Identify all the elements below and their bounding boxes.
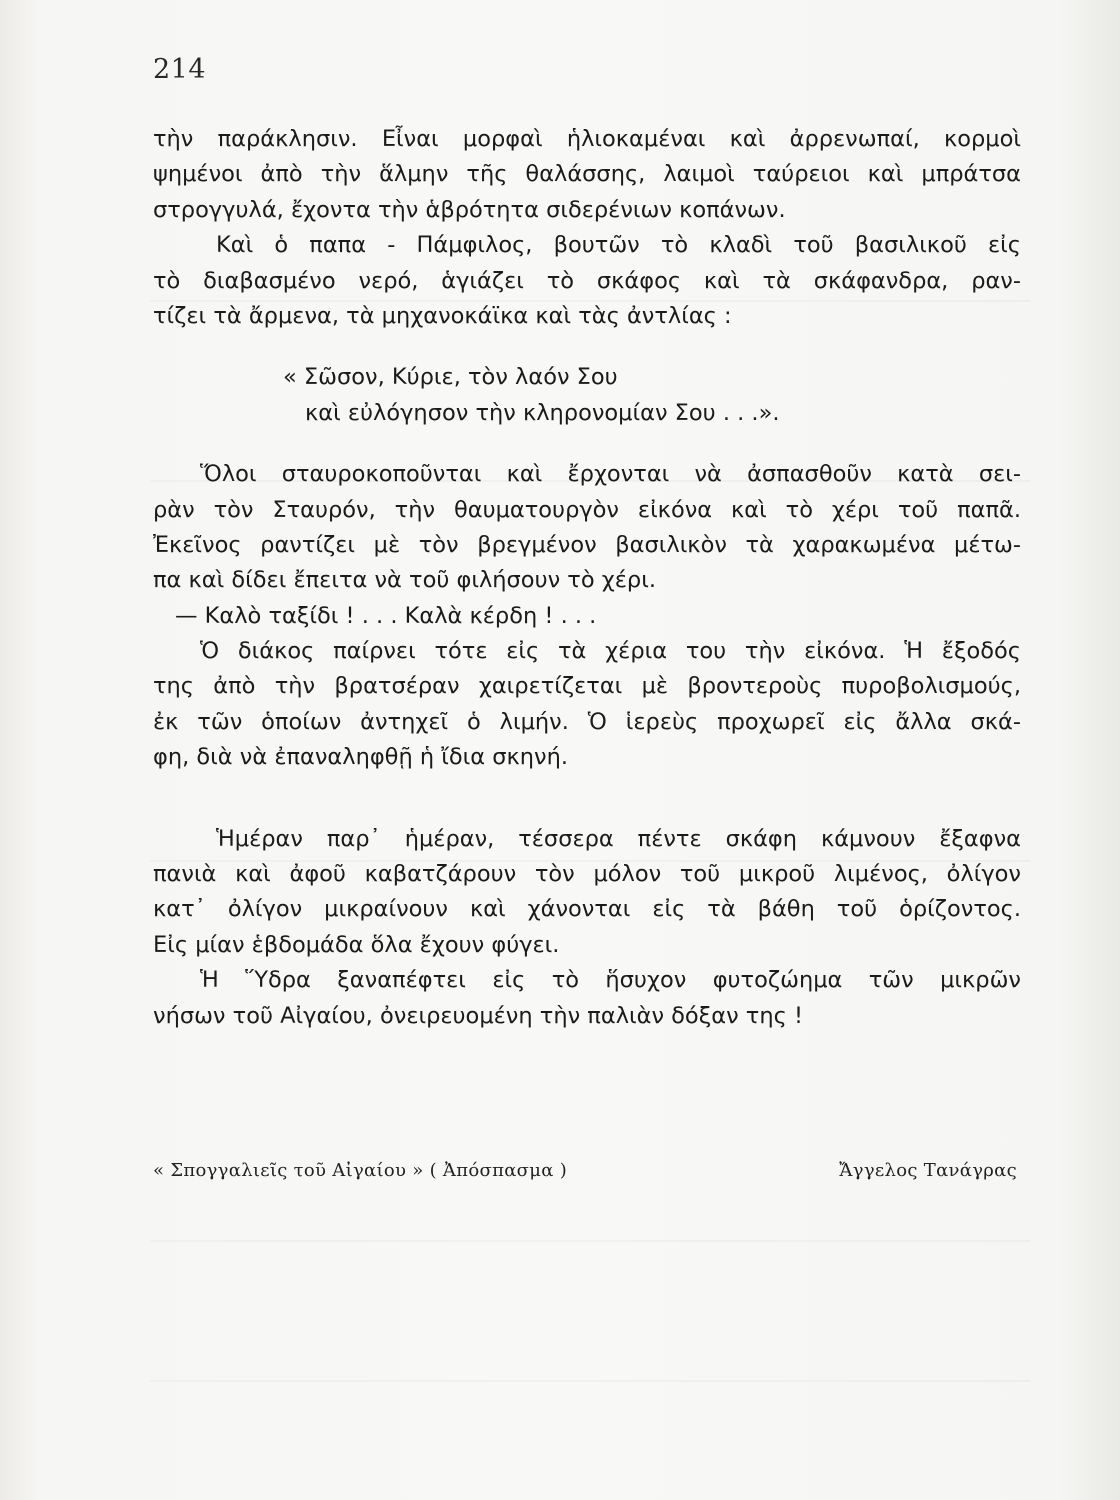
text-line: στρογγυλά, ἔχοντα τὴν ἁβρότητα σιδερένιων κοπάνων. bbox=[153, 196, 786, 223]
text-line: ρὰν τὸν Σταυρόν, τὴν θαυματουργὸν εἰκόνα καὶ τὸ χέρι τοῦ παπᾶ. bbox=[153, 496, 1021, 523]
paragraph-3 bbox=[153, 457, 1021, 599]
text-line: φη, διὰ νὰ ἐπαναληφθῇ ἡ ἴδια σκηνή. bbox=[153, 744, 569, 771]
poem-quote bbox=[153, 360, 1021, 431]
bleed-through-texture bbox=[150, 1240, 1030, 1242]
paragraph-5 bbox=[153, 822, 1021, 964]
spacer bbox=[153, 431, 1021, 457]
paragraph-2 bbox=[153, 228, 1021, 334]
paragraph-1 bbox=[153, 122, 1021, 228]
text-line: τὸ διαβασμένο νερό, ἁγιάζει τὸ σκάφος καὶ τὰ σκάφανδρα, ραν- bbox=[153, 267, 1021, 294]
text-line: Ὁ διάκος παίρνει τότε εἰς τὰ χέρια του τὴν εἰκόνα. Ἡ ἔξοδός bbox=[200, 638, 1021, 665]
text-line: — Καλὸ ταξίδι ! . . . Καλὰ κέρδη ! . . . bbox=[175, 602, 597, 629]
spacer bbox=[153, 776, 1021, 822]
text-line: τίζει τὰ ἄρμενα, τὰ μηχανοκάϊκα καὶ τὰς ἀντλίας : bbox=[153, 302, 732, 329]
paragraph-4 bbox=[153, 634, 1021, 776]
text-line: Ἡ Ὕδρα ξαναπέφτει εἰς τὸ ἥσυχον φυτοζώημα τῶν μικρῶν bbox=[200, 967, 1021, 994]
text-line: τὴν παράκλησιν. Εἶναι μορφαὶ ἡλιοκαμέναι καὶ ἀρρενωπαί, κορμοὶ bbox=[153, 126, 1021, 152]
dialog-line bbox=[153, 599, 1021, 634]
bleed-through-texture bbox=[150, 1380, 1030, 1382]
text-line: νήσων τοῦ Αἰγαίου, ὀνειρευομένη τὴν παλιὰν δόξαν της ! bbox=[153, 1002, 803, 1029]
text-line: ψημένοι ἀπὸ τὴν ἅλμην τῆς θαλάσσης, λαιμοὶ ταύρειοι καὶ μπράτσα bbox=[153, 161, 1021, 188]
paragraph-6 bbox=[153, 963, 1021, 1034]
spacer bbox=[153, 334, 1021, 360]
text-line: Καὶ ὁ παπα - Πάμφιλος, βουτῶν τὸ κλαδὶ τοῦ βασιλικοῦ εἰς bbox=[216, 232, 1021, 259]
author-name: Ἄγγελος Τανάγρας bbox=[839, 1160, 1017, 1181]
text-line: πανιὰ καὶ ἀφοῦ καβατζάρουν τὸν μόλον τοῦ μικροῦ λιμένος, ὀλίγον bbox=[153, 861, 1021, 888]
source-title: « Σπογγαλιεῖς τοῦ Αἰγαίου » ( Ἀπόσπασμα ) bbox=[153, 1160, 568, 1181]
body-text bbox=[153, 122, 1021, 1034]
text-line: Ἐκεῖνος ραντίζει μὲ τὸν βρεγμένον βασιλικὸν τὰ χαρακωμένα μέτω- bbox=[153, 531, 1021, 558]
page-number: 214 bbox=[153, 54, 207, 85]
source-attribution bbox=[153, 1160, 1017, 1181]
text-line: κατ᾿ ὀλίγον μικραίνουν καὶ χάνονται εἰς τὰ βάθη τοῦ ὁρίζοντος. bbox=[153, 896, 1021, 923]
poem-line: καὶ εὐλόγησον τὴν κληρονομίαν Σου . . .». bbox=[305, 399, 780, 426]
text-line: πα καὶ δίδει ἔπειτα νὰ τοῦ φιλήσουν τὸ χέρι. bbox=[153, 567, 656, 594]
text-line: Εἰς μίαν ἑβδομάδα ὅλα ἔχουν φύγει. bbox=[153, 931, 560, 958]
text-line: της ἀπὸ τὴν βρατσέραν χαιρετίζεται μὲ βροντεροὺς πυροβολισμούς, bbox=[153, 673, 1021, 700]
text-line: Ἡμέραν παρ᾿ ἡμέραν, τέσσερα πέντε σκάφη κάμνουν ἔξαφνα bbox=[216, 825, 1021, 852]
text-line: Ὅλοι σταυροκοποῦνται καὶ ἔρχονται νὰ ἀσπασθοῦν κατὰ σει- bbox=[200, 461, 1021, 488]
text-line: ἐκ τῶν ὁποίων ἀντηχεῖ ὁ λιμήν. Ὁ ἱερεὺς προχωρεῖ εἰς ἄλλα σκά- bbox=[153, 708, 1021, 735]
poem-line: « Σῶσον, Κύριε, τὸν λαόν Σου bbox=[283, 364, 618, 391]
